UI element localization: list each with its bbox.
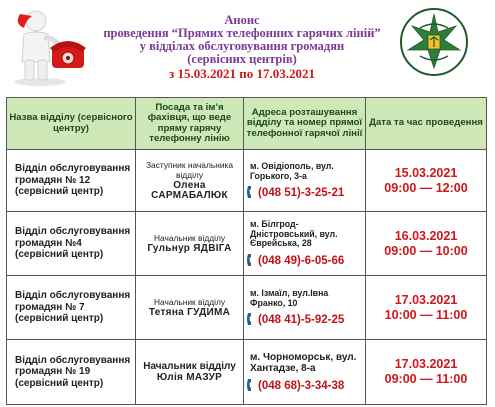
- datetime-cell: [366, 150, 487, 212]
- specialist-name: Юлія МАЗУР: [156, 371, 223, 383]
- announcement-title: [92, 14, 392, 80]
- session-date: 17.03.2021: [394, 357, 458, 371]
- datetime-cell: [366, 276, 487, 340]
- phone-number: (048 51)-3-25-21: [258, 187, 345, 200]
- column-header-specialist: Посада та ім’я фахівця, що веде пряму гарячу телефонну лінію: [136, 98, 244, 150]
- phone-line[interactable]: [246, 185, 362, 199]
- phone-number: (048 41)-5-92-25: [258, 314, 345, 327]
- address-cell: [244, 212, 366, 276]
- specialist-position: Заступник начальника відділу: [145, 160, 234, 180]
- session-time: 09:00 — 11:00: [384, 372, 468, 386]
- date-range: з 15.03.2021 по 17.03.2021: [169, 66, 315, 81]
- department-cell: Відділ обслуговування громадян № 7 (сервісний центр): [7, 276, 136, 340]
- title-line-3: у відділах обслуговування громадян: [139, 39, 345, 53]
- phone-handset-icon: [246, 312, 256, 326]
- title-line-1: Анонс: [224, 13, 260, 27]
- table-row: [7, 212, 487, 276]
- hotline-schedule-table: [6, 97, 487, 405]
- specialist-name: Тетяна ГУДИМА: [148, 307, 231, 318]
- column-header-address: Адреса розташування відділу та номер прямої телефонної гарячої лінії: [244, 98, 366, 150]
- specialist-name: Гульнур ЯДВІГА: [147, 243, 232, 254]
- session-time: 10:00 — 11:00: [384, 307, 468, 322]
- specialist-cell: [136, 340, 244, 405]
- specialist-cell: [136, 212, 244, 276]
- column-header-department: Назва відділу (сервісного центру): [7, 98, 136, 150]
- phone-handset-icon: [246, 378, 256, 392]
- session-time: 09:00 — 12:00: [384, 180, 468, 195]
- specialist-cell: [136, 276, 244, 340]
- department-cell: Відділ обслуговування громадян № 12 (сервісний центр): [7, 150, 136, 212]
- department-cell: Відділ обслуговування громадян №4 (сервісний центр): [7, 212, 136, 276]
- specialist-position: Начальник відділу: [153, 296, 226, 307]
- address-cell: [244, 150, 366, 212]
- person-with-telephone-icon: [6, 4, 90, 88]
- session-date: 16.03.2021: [394, 228, 458, 243]
- datetime-cell: [366, 340, 487, 405]
- phone-handset-icon: [246, 253, 256, 267]
- column-header-datetime: Дата та час проведення: [366, 98, 487, 150]
- table-header-row: [7, 98, 487, 150]
- tax-service-emblem-icon: [398, 6, 470, 78]
- datetime-cell: [366, 212, 487, 276]
- address-text: м. Ізмаїл, вул.Івна Франко, 10: [250, 287, 329, 308]
- phone-number: (048 49)-6-05-66: [258, 255, 345, 268]
- phone-line[interactable]: [246, 312, 362, 326]
- address-cell: [244, 276, 366, 340]
- phone-number: (048 68)-3-34-38: [258, 380, 345, 392]
- address-text: м. Чорноморськ, вул. Хантадзе, 8-а: [250, 352, 357, 374]
- address-cell: [244, 340, 366, 405]
- department-cell: Відділ обслуговування громадян № 19 (сервісний центр): [7, 340, 136, 405]
- table-row: [7, 276, 487, 340]
- phone-handset-icon: [246, 185, 256, 199]
- table-row: [7, 340, 487, 405]
- announcement-header: [0, 0, 495, 96]
- title-line-4: (сервісних центрів): [187, 52, 297, 66]
- specialist-name: Олена САРМАБАЛЮК: [151, 180, 228, 201]
- address-text: м. Овідіополь, вул. Горького, 3-а: [250, 160, 334, 181]
- phone-line[interactable]: [246, 253, 362, 267]
- phone-line[interactable]: [246, 378, 362, 392]
- title-line-2: проведення “Прямих телефонних гарячих ліній”: [103, 26, 381, 40]
- session-date: 15.03.2021: [394, 165, 458, 180]
- session-time: 09:00 — 10:00: [384, 243, 468, 258]
- address-text: м. Білгрод-Дністровський, вул. Єврейська, 28: [250, 218, 338, 249]
- session-date: 17.03.2021: [394, 292, 458, 307]
- table-row: [7, 150, 487, 212]
- specialist-position: Начальник відділу: [153, 232, 226, 243]
- specialist-cell: [136, 150, 244, 212]
- specialist-position: Начальник відділу: [143, 361, 236, 372]
